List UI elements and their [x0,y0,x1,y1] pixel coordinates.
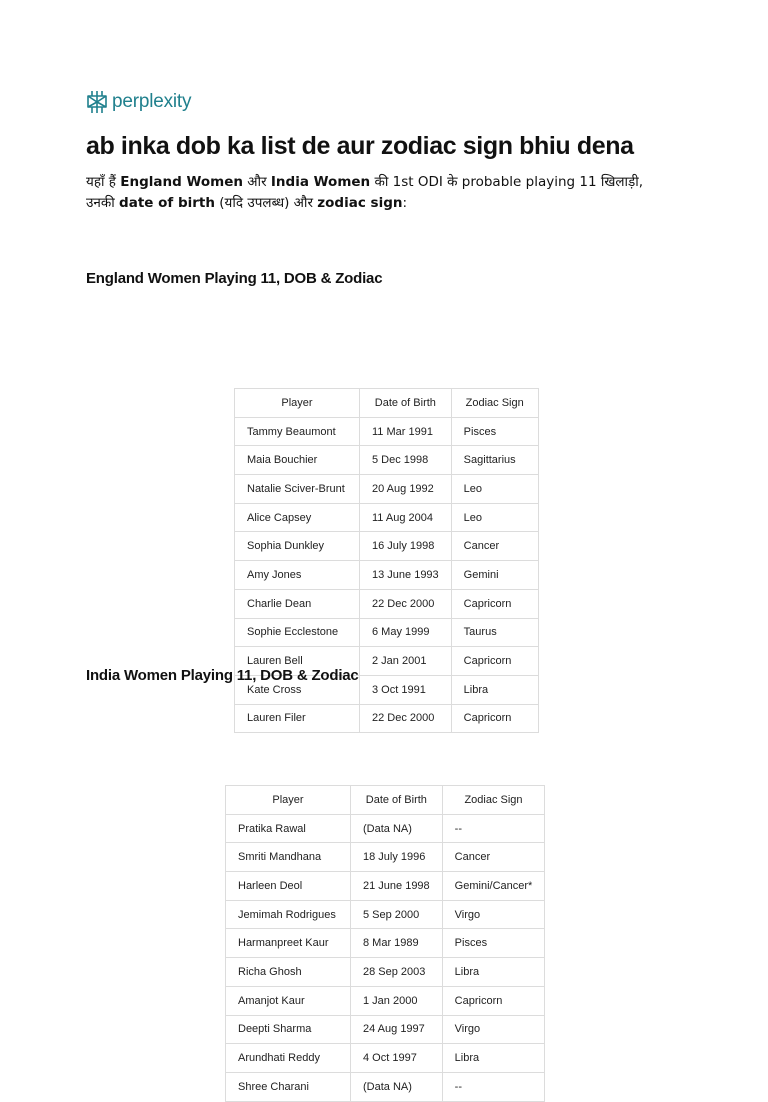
intro-text: की 1st ODI के probable playing 11 खिलाड़ी, उनकी [86,174,644,211]
table-row [235,446,539,475]
intro-bold-text: date of birth [119,195,215,211]
dob-cell: 2 Jan 2001 [360,647,452,676]
table-row [226,1044,545,1073]
column-header: Date of Birth [351,786,443,815]
table-header-row [235,389,539,418]
table-row [226,814,545,843]
zodiac-cell: Sagittarius [451,446,538,475]
zodiac-cell: Virgo [442,900,545,929]
dob-cell: 21 June 1998 [351,872,443,901]
india-heading: India Women Playing 11, DOB & Zodiac [86,667,359,684]
table-row [226,986,545,1015]
zodiac-cell: Capricorn [451,589,538,618]
table-row [226,1072,545,1101]
player-cell: Sophia Dunkley [235,532,360,561]
intro-paragraph [86,172,676,214]
column-header: Player [226,786,351,815]
zodiac-cell: Gemini [451,561,538,590]
table-row [235,532,539,561]
zodiac-cell: Leo [451,503,538,532]
dob-cell: (Data NA) [351,1072,443,1101]
table-row [226,1015,545,1044]
player-cell: Jemimah Rodrigues [226,900,351,929]
dob-cell: 5 Sep 2000 [351,900,443,929]
column-header: Date of Birth [360,389,452,418]
zodiac-cell: Cancer [442,843,545,872]
zodiac-cell: Libra [442,1044,545,1073]
zodiac-cell: Leo [451,475,538,504]
intro-bold-text: zodiac sign [317,195,403,211]
dob-cell: 22 Dec 2000 [360,704,452,733]
england-heading: England Women Playing 11, DOB & Zodiac [86,270,383,287]
intro-text: और [242,174,271,190]
dob-cell: 22 Dec 2000 [360,589,452,618]
india-table [225,785,545,1102]
document-page [86,88,686,1093]
zodiac-cell: -- [442,1072,545,1101]
dob-cell: 1 Jan 2000 [351,986,443,1015]
intro-text: : [402,195,408,211]
zodiac-cell: Libra [451,675,538,704]
player-cell: Amanjot Kaur [226,986,351,1015]
zodiac-cell: Virgo [442,1015,545,1044]
dob-cell: 6 May 1999 [360,618,452,647]
dob-cell: 3 Oct 1991 [360,675,452,704]
dob-cell: 24 Aug 1997 [351,1015,443,1044]
player-cell: Natalie Sciver-Brunt [235,475,360,504]
zodiac-cell: Capricorn [451,704,538,733]
zodiac-cell: Capricorn [451,647,538,676]
dob-cell: 18 July 1996 [351,843,443,872]
brand-name: perplexity [112,91,192,112]
table-header-row [226,786,545,815]
dob-cell: 28 Sep 2003 [351,958,443,987]
column-header: Zodiac Sign [442,786,545,815]
table-row [226,900,545,929]
dob-cell: (Data NA) [351,814,443,843]
intro-bold-text: India Women [270,174,371,190]
intro-text: (यदि उपलब्ध) और [215,195,318,211]
player-cell: Tammy Beaumont [235,417,360,446]
dob-cell: 11 Aug 2004 [360,503,452,532]
dob-cell: 5 Dec 1998 [360,446,452,475]
page-title: ab inka dob ka list de aur zodiac sign bhiu dena [86,132,634,160]
table-row [235,618,539,647]
intro-bold-text: England Women [120,174,243,190]
zodiac-cell: Libra [442,958,545,987]
table-row [226,872,545,901]
column-header: Zodiac Sign [451,389,538,418]
player-cell: Amy Jones [235,561,360,590]
player-cell: Alice Capsey [235,503,360,532]
dob-cell: 4 Oct 1997 [351,1044,443,1073]
table-row [235,589,539,618]
table-row [226,929,545,958]
intro-text: यहाँ हैं [86,174,121,190]
player-cell: Harleen Deol [226,872,351,901]
player-cell: Pratika Rawal [226,814,351,843]
table-row [226,958,545,987]
zodiac-cell: Capricorn [442,986,545,1015]
player-cell: Arundhati Reddy [226,1044,351,1073]
table-row [235,561,539,590]
player-cell: Shree Charani [226,1072,351,1101]
table-row [235,417,539,446]
table-row [235,704,539,733]
player-cell: Lauren Bell [235,647,360,676]
table-row [235,503,539,532]
column-header: Player [235,389,360,418]
dob-cell: 13 June 1993 [360,561,452,590]
player-cell: Harmanpreet Kaur [226,929,351,958]
perplexity-logo-icon [86,90,108,114]
player-cell: Charlie Dean [235,589,360,618]
player-cell: Lauren Filer [235,704,360,733]
zodiac-cell: Cancer [451,532,538,561]
zodiac-cell: -- [442,814,545,843]
zodiac-cell: Pisces [451,417,538,446]
player-cell: Kate Cross [235,675,360,704]
dob-cell: 20 Aug 1992 [360,475,452,504]
dob-cell: 11 Mar 1991 [360,417,452,446]
zodiac-cell: Taurus [451,618,538,647]
dob-cell: 16 July 1998 [360,532,452,561]
dob-cell: 8 Mar 1989 [351,929,443,958]
player-cell: Smriti Mandhana [226,843,351,872]
player-cell: Richa Ghosh [226,958,351,987]
table-row [226,843,545,872]
table-row [235,475,539,504]
player-cell: Deepti Sharma [226,1015,351,1044]
player-cell: Maia Bouchier [235,446,360,475]
player-cell: Sophie Ecclestone [235,618,360,647]
brand-header [86,88,686,116]
zodiac-cell: Pisces [442,929,545,958]
zodiac-cell: Gemini/Cancer* [442,872,545,901]
